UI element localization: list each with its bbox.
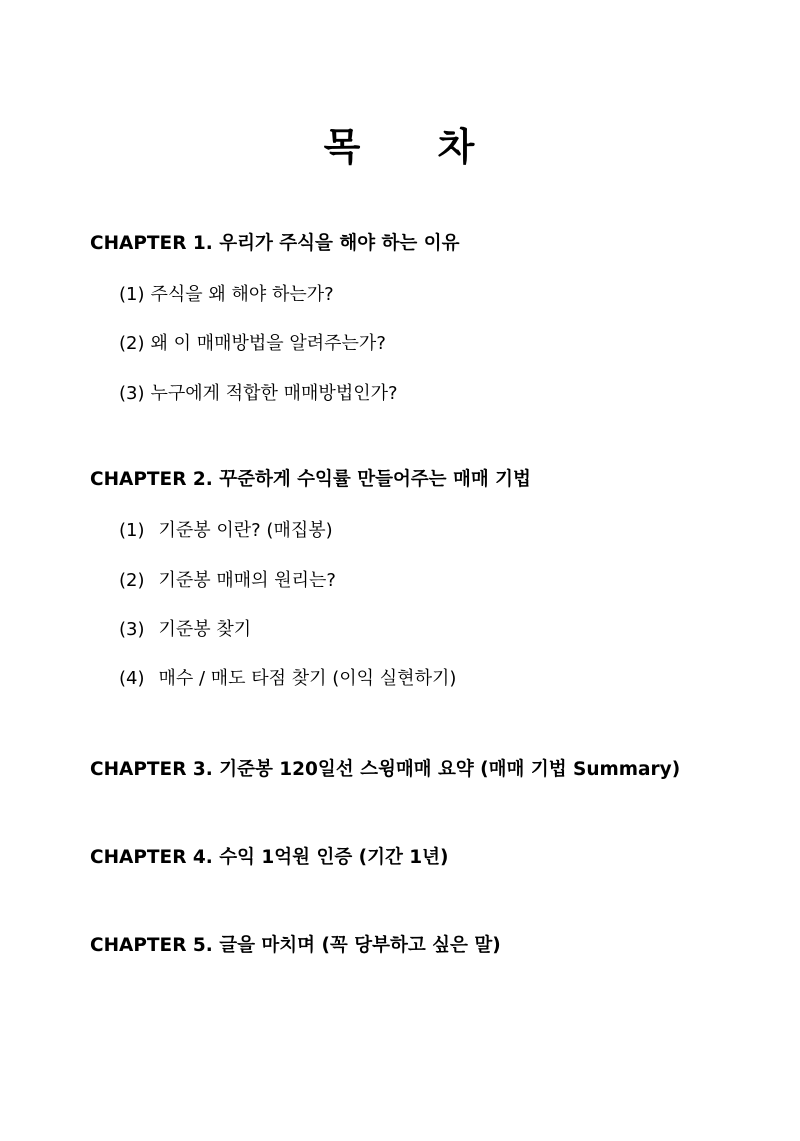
item-number: (2) [119,333,145,354]
item-number: (3) [119,619,145,640]
item-text: 기준봉 이란? (매집봉) [158,520,333,541]
item-text: 매수 / 매도 타점 찾기 (이익 실현하기) [158,668,457,689]
item-text: 기준봉 찾기 [158,619,252,640]
item-text: 주식을 왜 해야 하는가? [150,284,334,305]
chapter-2-item-4 [119,664,456,690]
chapter-1-item-2 [119,329,386,355]
chapter-1-item-3 [119,379,398,405]
chapter-5-heading: CHAPTER 5. 글을 마치며 (꼭 당부하고 싶은 말) [90,935,501,956]
item-text: 기준봉 매매의 원리는? [158,570,336,591]
item-text: 왜 이 매매방법을 알려주는가? [150,333,386,354]
chapter-3-heading: CHAPTER 3. 기준봉 120일선 스윙매매 요약 (매매 기법 Summary) [90,759,681,780]
chapter-2-heading: CHAPTER 2. 꾸준하게 수익률 만들어주는 매매 기법 [90,469,531,490]
chapter-4-heading: CHAPTER 4. 수익 1억원 인증 (기간 1년) [90,847,449,868]
chapter-2-item-1 [119,516,333,542]
chapter-2-item-2 [119,566,336,592]
item-number: (1) [119,520,145,541]
chapter-1-item-1 [119,280,334,306]
item-number: (1) [119,284,145,305]
item-number: (4) [119,668,145,689]
page-title: 목 차 [323,125,477,169]
item-text: 누구에게 적합한 매매방법인가? [150,383,398,404]
chapter-2-item-3 [119,615,251,641]
item-number: (2) [119,570,145,591]
chapter-1-heading: CHAPTER 1. 우리가 주식을 해야 하는 이유 [90,233,460,254]
item-number: (3) [119,383,145,404]
